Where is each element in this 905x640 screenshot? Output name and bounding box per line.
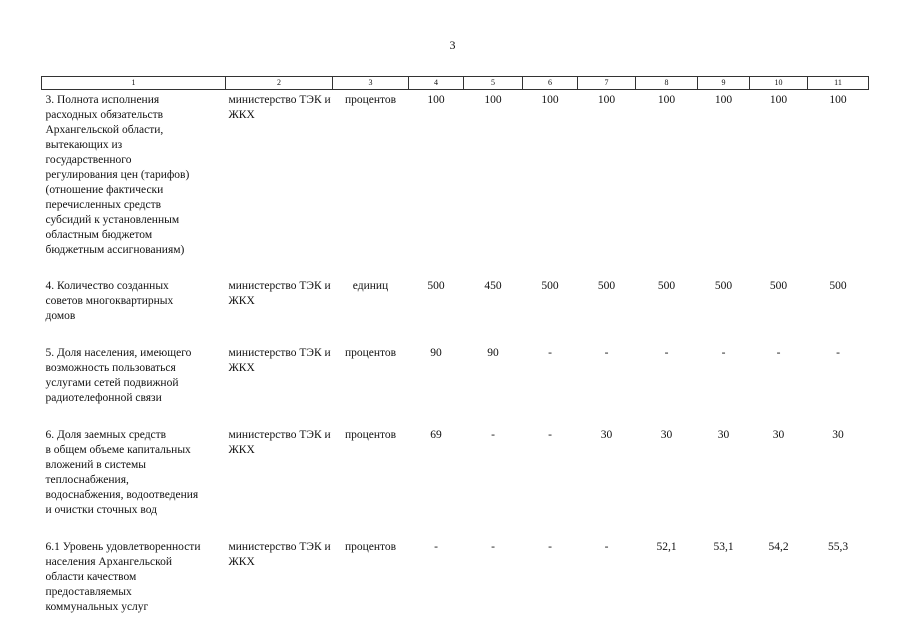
value-cell: - [434, 541, 438, 553]
value-cell: 52,1 [656, 541, 677, 553]
indicator-name-line: предоставляемых [45, 586, 132, 598]
table-body [42, 90, 869, 616]
indicator-name-line: областным бюджетом [45, 229, 153, 241]
value-cell: 500 [597, 280, 616, 292]
indicator-name-line: Архангельской области, [45, 124, 164, 136]
unit-cell: процентов [344, 429, 397, 441]
indicator-name-cell [42, 343, 226, 406]
indicator-name-line: 3. Полнота исполнения [45, 94, 160, 106]
value-cell: - [604, 541, 609, 553]
indicator-name-line: области качеством [45, 571, 137, 583]
row-spacer-cell [42, 406, 869, 425]
value-cell: - [721, 347, 726, 359]
column-number: 7 [578, 77, 636, 90]
indicator-name-line: перечисленных средств [45, 199, 162, 211]
value-cell: 55,3 [827, 541, 849, 553]
value-cell: - [664, 347, 669, 359]
column-number: 6 [523, 77, 578, 90]
indicator-name-line: вложений в системы [45, 459, 147, 471]
value-cell: 30 [772, 429, 785, 441]
indicator-name-line: расходных обязательств [45, 109, 164, 121]
value-cell: 100 [829, 94, 847, 106]
value-cell: 500 [541, 280, 559, 292]
value-cell: 30 [660, 429, 673, 441]
row-spacer [42, 258, 869, 276]
value-cell: - [491, 429, 495, 441]
unit-cell: единиц [352, 280, 389, 292]
indicator-name-line: и очистки сточных вод [45, 504, 158, 516]
indicator-name-line: вытекающих из [45, 139, 123, 151]
value-cell: - [836, 347, 840, 359]
indicator-name-line: радиотелефонной связи [45, 392, 162, 404]
column-number: 5 [464, 77, 523, 90]
column-number: 10 [750, 77, 808, 90]
column-number: 8 [636, 77, 698, 90]
value-cell: 100 [597, 94, 616, 106]
indicator-name-line: водоснабжения, водоотведения [45, 489, 199, 501]
value-cell: 450 [484, 280, 502, 292]
indicator-name-line: теплоснабжения, [45, 474, 129, 486]
indicators-table [41, 76, 869, 615]
value-cell: 500 [657, 280, 676, 292]
indicator-name-line: 4. Количество созданных [45, 280, 169, 292]
indicator-name-cell [42, 276, 226, 324]
value-cell: 100 [769, 94, 788, 106]
indicator-name-line: (отношение фактически [45, 184, 164, 196]
indicator-name-line: бюджетным ассигнованиям) [45, 244, 185, 256]
indicator-name-line: возможность пользоваться [45, 362, 176, 374]
value-cell: 500 [427, 280, 445, 292]
row-spacer-cell [42, 258, 869, 276]
table-row [42, 276, 869, 324]
value-cell: - [548, 347, 552, 359]
value-cell: 100 [427, 94, 445, 106]
row-spacer [42, 406, 869, 425]
unit-cell: процентов [344, 94, 397, 106]
value-cell: 54,2 [768, 541, 789, 553]
indicator-name-cell [42, 90, 226, 259]
value-cell: 30 [832, 429, 844, 441]
indicator-name-line: 6. Доля заемных средств [45, 429, 167, 441]
value-cell: 30 [717, 429, 730, 441]
value-cell: 53,1 [713, 541, 734, 553]
column-number: 1 [42, 77, 226, 90]
value-cell: 69 [430, 429, 442, 441]
column-number: 9 [698, 77, 750, 90]
indicator-name-cell [42, 537, 226, 615]
value-cell: - [776, 347, 781, 359]
indicator-name-line: субсидий к установленным [45, 214, 180, 226]
value-cell: - [548, 429, 552, 441]
value-cell: 100 [541, 94, 559, 106]
indicator-name-line: услугами сетей подвижной [45, 377, 179, 389]
table-row [42, 343, 869, 406]
value-cell: 100 [714, 94, 733, 106]
column-number-row [42, 77, 869, 90]
indicator-name-line: коммунальных услуг [45, 601, 149, 613]
page-number: 3 [449, 38, 456, 52]
column-number: 3 [333, 77, 409, 90]
unit-cell: процентов [344, 347, 397, 359]
value-cell: - [604, 347, 609, 359]
value-cell: 500 [829, 280, 847, 292]
column-number: 11 [808, 77, 869, 90]
value-cell: 90 [487, 347, 499, 359]
indicator-name-line: в общем объеме капитальных [45, 444, 191, 456]
responsible-cell: министерство ТЭК и ЖКХ [228, 280, 331, 307]
value-cell: 90 [430, 347, 442, 359]
value-cell: 500 [714, 280, 733, 292]
indicator-name-line: населения Архангельской [45, 556, 172, 568]
indicator-name-cell [42, 425, 226, 518]
value-cell: - [548, 541, 552, 553]
indicator-name-line: 6.1 Уровень удовлетворенности [45, 541, 201, 553]
column-number: 4 [409, 77, 464, 90]
responsible-cell: министерство ТЭК и ЖКХ [228, 541, 331, 568]
table-row [42, 90, 869, 259]
indicator-name-line: государственного [45, 154, 132, 166]
row-spacer [42, 518, 869, 537]
indicator-name-line: домов [45, 310, 76, 322]
responsible-cell: министерство ТЭК и ЖКХ [228, 429, 331, 456]
table-row [42, 537, 869, 615]
table-row [42, 425, 869, 518]
responsible-cell: министерство ТЭК и ЖКХ [228, 347, 331, 374]
indicator-name-line: 5. Доля населения, имеющего [45, 347, 192, 359]
row-spacer [42, 324, 869, 343]
unit-cell: процентов [344, 541, 397, 553]
row-spacer-cell [42, 324, 869, 343]
indicator-name-line: регулирования цен (тарифов) [45, 169, 190, 181]
row-spacer-cell [42, 518, 869, 537]
value-cell: 100 [657, 94, 676, 106]
indicator-name-line: советов многоквартирных [45, 295, 174, 307]
value-cell: 30 [600, 429, 613, 441]
value-cell: 500 [769, 280, 788, 292]
column-number: 2 [226, 77, 333, 90]
responsible-cell: министерство ТЭК и ЖКХ [228, 94, 331, 121]
value-cell: - [491, 541, 495, 553]
value-cell: 100 [484, 94, 502, 106]
